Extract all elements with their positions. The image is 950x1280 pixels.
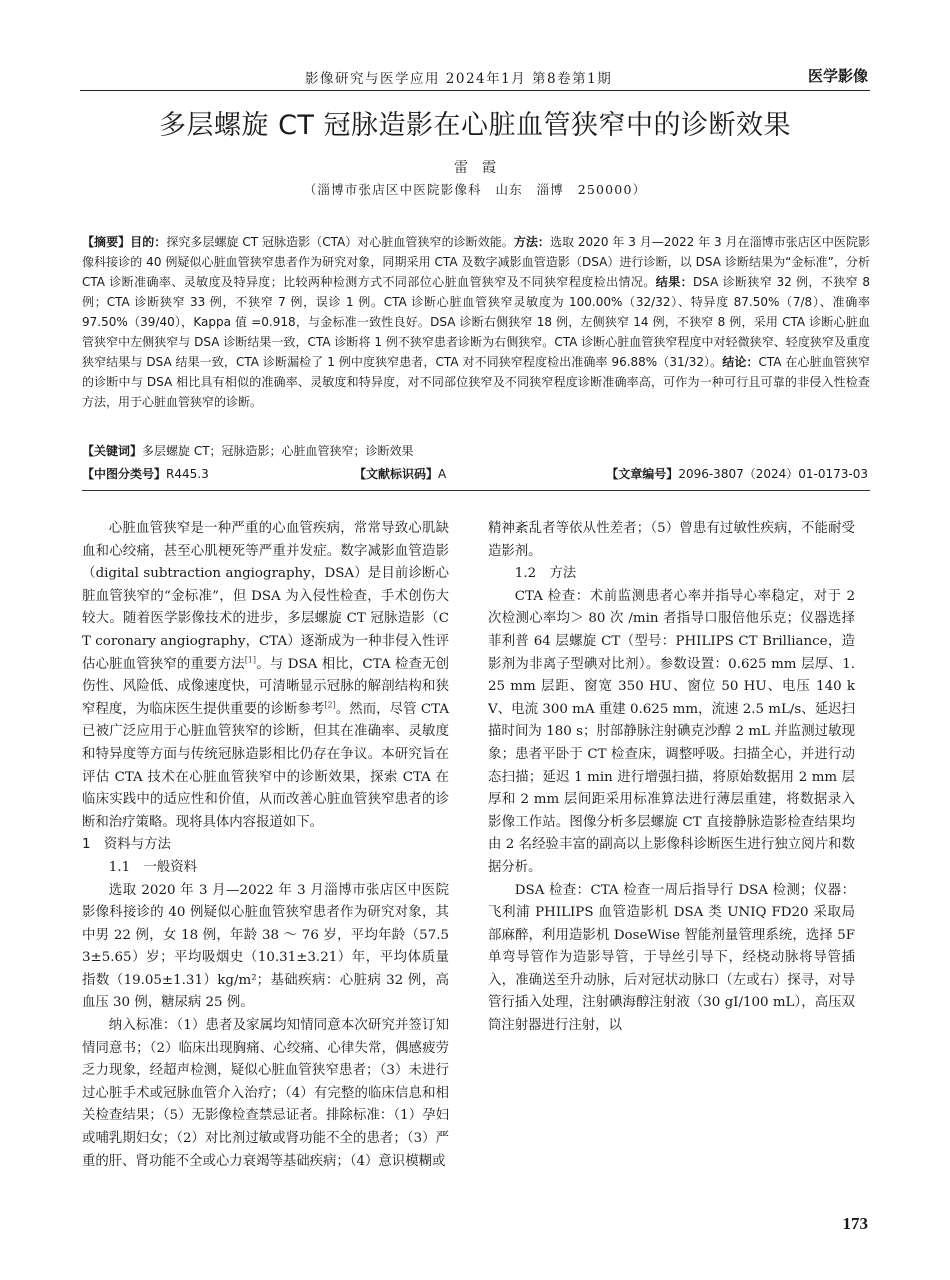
- article-title: 多层螺旋 CT 冠脉造影在心脏血管狭窄中的诊断效果: [158, 110, 791, 141]
- cta-method-paragraph: CTA 检查：术前监测患者心率并指导心率稳定，对于 2 次检测心率均＞ 80 次 /min 者指导口服倍他乐克；仪器选择菲利普 64 层螺旋 CT（型号：PHILIPS CT Brilliance，造影剂为非离子型碘对比剂）。参数设置：0.625 mm 层厚、1.25 mm 层距、窗宽 350 HU、窗位 50 HU、电压 140 kV、电流 300 mA 重建 0.625 mm，流速 2.5 mL/s、延迟扫描时间为 180 s；肘部静脉注射碘克沙醇 2 mL 并监测过敏现象；患者平卧于 CT 检查床，调整呼吸。扫描全心，并进行动态扫描；延迟 1 min 进行增强扫描，将原始数据用 2 mm 层厚和 2 mm 层间距采用标准算法进行薄层重建，将数据录入影像工作站。图像分析多层螺旋 CT 直接静脉造影检查结果均由 2 名经验丰富的副高以上影像科诊断医生进行独立阅片和数据分析。: [488, 588, 855, 875]
- citation-1[interactable]: [1]: [244, 655, 257, 665]
- subsection-heading-1-1: 1.1 一般资料: [108, 859, 198, 875]
- keywords-label: 【关键词】: [82, 444, 143, 458]
- criteria-paragraph: 纳入标准：（1）患者及家属均知情同意本次研究并签订知情同意书；（2）临床出现胸痛、心绞痛、心律失常，偶感疲劳乏力现象，经超声检测，疑似心脏血管狭窄患者；（3）未进行过心脏手术或冠脉血管介入治疗；（4）有完整的临床信息和相关检查结果；（5）无影像检查禁忌证者。排除标准：（1）孕妇或哺乳期妇女；（2）对比剂过敏或肾功能不全的患者；（3）严重的肝、肾功能不全或心力衰竭等基础疾病；（4）意识模糊或: [82, 1018, 449, 1169]
- author-affiliation: （淄博市张店区中医院影像科 山东 淄博 250000）: [303, 182, 647, 197]
- keywords-text: 多层螺旋 CT；冠脉造影；心脏血管狭窄；诊断效果: [142, 444, 414, 458]
- methods-label: 方法：: [513, 235, 550, 249]
- general-info-paragraph: 选取 2020 年 3 月—2022 年 3 月淄博市张店区中医院影像科接诊的 40 例疑似心脏血管狭窄患者作为研究对象，其中男 22 例，女 18 例，年龄 38 ～ 76 岁，平均年龄（57.53±5.65）岁；平均吸烟史（10.31±3.21）年，平均体质量指数（19.05±1.31）kg/m²；基础疾病：心脏病 32 例，高血压 30 例，糖尿病 25 例。: [82, 882, 449, 1011]
- document-code: 【文献标识码】A: [354, 467, 447, 481]
- methods-text: 选取 2020 年 3 月—2022 年 3 月在淄博市张店区中医院影像科接诊的 40 例疑似心脏血管狭窄患者作为研究对象，同期采用 CTA 及数字减影血管造影（DSA）进行诊断，以 DSA 诊断结果为“金标准”，分析 CTA 诊断准确率、灵敏度及特异度；比较两种检测方式不同部位心脏血管狭窄及不同狭窄程度检出情况。: [82, 235, 870, 289]
- article-number: 【文章编号】2096-3807（2024）01-0173-03: [606, 467, 868, 481]
- abstract: [82, 232, 870, 412]
- section-heading-1: 1 资料与方法: [82, 837, 171, 853]
- divider-rule: [82, 490, 870, 491]
- conclusion-label: 结论：: [722, 355, 759, 369]
- results-label: 结果：: [655, 275, 694, 289]
- intro-paragraph: 心脏血管狭窄是一种严重的心血管疾病，常常导致心肌缺血和心绞痛，甚至心肌梗死等严重并发症。数字减影血管造影（digital subtraction angiography，DSA）是目前诊断心脏血管狭窄的“金标准”，但 DSA 为入侵性检查，手术创伤大较大。随着医学影像技术的进步，多层螺旋 CT 冠脉造影（CT coronary angiography，CTA）逐渐成为一种非侵入性评估心脏血管狭窄的重要方法[1]。与 DSA 相比，CTA 检查无创伤性、风险低、成像速度快，可清晰显示冠脉的解剖结构和狭窄程度，为临床医生提供重要的诊断参考[2]。然而，尽管 CTA 已被广泛应用于心脏血管狭窄的诊断，但其在准确率、灵敏度和特异度等方面与传统冠脉造影相比仍存在争议。本研究旨在评估 CTA 技术在心脏血管狭窄中的诊断效果，探索 CTA 在临床实践中的适应性和价值，从而改善心脏血管狭窄患者的诊断和治疗策略。现将具体内容报道如下。: [82, 521, 450, 830]
- criteria-paragraph-continued: 精神紊乱者等依从性差者；（5）曾患有过敏性疾病，不能耐受造影剂。: [488, 521, 855, 559]
- body-column-left: [82, 518, 449, 1173]
- subsection-heading-1-2: 1.2 方法: [514, 566, 577, 582]
- citation-2[interactable]: [2]: [324, 700, 336, 710]
- page-number: 173: [842, 1214, 868, 1233]
- classification-line: [82, 465, 870, 483]
- running-header: [80, 62, 870, 91]
- author-name: 雷霞: [454, 160, 510, 176]
- abstract-label: 【摘要】: [82, 235, 131, 249]
- section-tag: 医学影像: [807, 67, 868, 85]
- conclusion-text: CTA 在心脏血管狭窄的诊断中与 DSA 相比具有相似的准确率、灵敏度和特异度，对不同部位狭窄及不同狭窄程度诊断准确率高，可作为一种可行且可靠的非侵入性检查方法，用于心脏血管狭窄的诊断。: [82, 355, 870, 409]
- clc-number: 【中图分类号】R445.3: [82, 467, 209, 481]
- objective-label: 目的：: [130, 235, 167, 249]
- body-column-right: [488, 518, 855, 1038]
- results-text: DSA 诊断狭窄 32 例，不狭窄 8 例；CTA 诊断狭窄 33 例，不狭窄 7 例，误诊 1 例。CTA 诊断心脏血管狭窄灵敏度为 100.00%（32/32）、特异度 87.50%（7/8）、准确率 97.50%（39/40），Kappa 值 =0.918，与金标准一致性良好。DSA 诊断右侧狭窄 18 例，左侧狭窄 14 例，不狭窄 8 例，采用 CTA 诊断心脏血管狭窄中左侧狭窄与 DSA 诊断结果一致，CTA 诊断将 1 例不狭窄患者诊断为右侧狭窄。CTA 诊断心脏血管狭窄程度中对轻微狭窄、轻度狭窄及重度狭窄结果与 DSA 结果一致，CTA 诊断漏检了 1 例中度狭窄患者，CTA 对不同狭窄程度检出准确率 96.88%（31/32）。: [82, 275, 870, 369]
- dsa-method-paragraph: DSA 检查：CTA 检查一周后指导行 DSA 检测；仪器：飞利浦 PHILIPS 血管造影机 DSA 类 UNIQ FD20 采取局部麻醉，利用造影机 DoseWise 智能剂量管理系统，选择 5F 单弯导管作为造影导管，于导丝引导下，经桡动脉将导管插入，准确送至升动脉，后对冠状动脉口（左或右）探寻，对导管行插入处理，注射碘海醇注射液（30 gI/100 mL），高压双筒注射器进行注射，以: [488, 882, 855, 1034]
- objective-text: 探究多层螺旋 CT 冠脉造影（CTA）对心脏血管狭窄的诊断效能。: [166, 235, 514, 249]
- keywords: [82, 442, 870, 459]
- journal-info: 影像研究与医学应用 2024年1月 第8卷第1期: [305, 71, 613, 87]
